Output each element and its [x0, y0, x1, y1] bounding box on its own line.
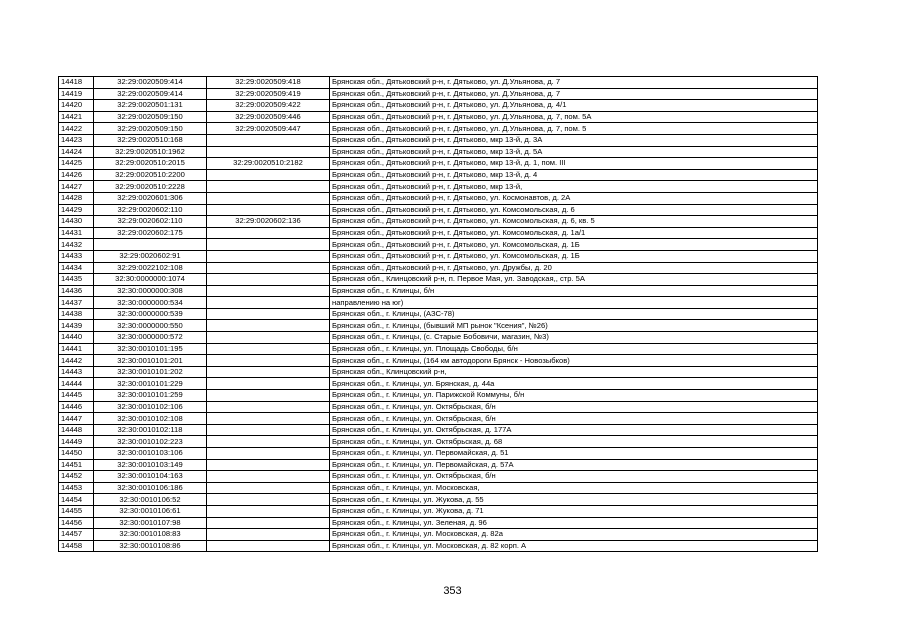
address-cell: Брянская обл., г. Клинцы, ул. Площадь Свободы, б/н: [330, 343, 818, 355]
related-cadastral-number-cell: [207, 308, 330, 320]
address-cell: Брянская обл., г. Клинцы, ул. Октябрьская, б/н: [330, 471, 818, 483]
address-cell: Брянская обл., г. Клинцы, ул. Брянская, д. 44а: [330, 378, 818, 390]
cadastral-number-cell: 32:29:0020510:2228: [94, 181, 207, 193]
row-number-cell: 14446: [59, 401, 94, 413]
cadastral-number-cell: 32:30:0000000:550: [94, 320, 207, 332]
related-cadastral-number-cell: [207, 343, 330, 355]
address-cell: Брянская обл., Дятьковский р-н, г. Дятьково, мкр 13-й, д. 5А: [330, 146, 818, 158]
table-row: [59, 529, 818, 541]
cadastral-number-cell: 32:29:0020510:168: [94, 134, 207, 146]
cadastral-number-cell: 32:29:0020510:2015: [94, 158, 207, 170]
address-cell: Брянская обл., Дятьковский р-н, г. Дятьково, мкр 13-й, д. 4: [330, 169, 818, 181]
related-cadastral-number-cell: [207, 529, 330, 541]
related-cadastral-number-cell: [207, 366, 330, 378]
address-cell: Брянская обл., г. Клинцы, ул. Октябрьская, б/н: [330, 413, 818, 425]
related-cadastral-number-cell: [207, 274, 330, 286]
row-number-cell: 14450: [59, 448, 94, 460]
cadastral-number-cell: 32:30:0000000:572: [94, 332, 207, 344]
related-cadastral-number-cell: [207, 239, 330, 251]
row-number-cell: 14452: [59, 471, 94, 483]
cadastral-number-cell: 32:30:0000000:539: [94, 308, 207, 320]
table-row: [59, 227, 818, 239]
table-row: [59, 378, 818, 390]
cadastral-number-cell: 32:30:0000000:1074: [94, 274, 207, 286]
address-cell: Брянская обл., Дятьковский р-н, г. Дятьково, ул. Космонавтов, д. 2А: [330, 192, 818, 204]
address-cell: Брянская обл., г. Клинцы, (АЗС-78): [330, 308, 818, 320]
cadastral-number-cell: 32:30:0010108:86: [94, 540, 207, 552]
address-cell: Брянская обл., г. Клинцы, (бывший МП рынок "Ксения", №26): [330, 320, 818, 332]
table-row: [59, 158, 818, 170]
address-cell: Брянская обл., г. Клинцы, ул. Жукова, д. 71: [330, 505, 818, 517]
address-cell: Брянская обл., г. Клинцы, ул. Жукова, д. 55: [330, 494, 818, 506]
row-number-cell: 14441: [59, 343, 94, 355]
address-cell: Брянская обл., Клинцовский р-н, п. Первое Мая, ул. Заводская,, стр. 5А: [330, 274, 818, 286]
cadastral-number-cell: 32:29:0020602:91: [94, 250, 207, 262]
address-cell: Брянская обл., Дятьковский р-н, г. Дятьково, ул. Д.Ульянова, д. 7: [330, 77, 818, 89]
table-row: [59, 216, 818, 228]
registry-table-body: [59, 77, 818, 552]
related-cadastral-number-cell: [207, 482, 330, 494]
cadastral-number-cell: 32:30:0010102:118: [94, 424, 207, 436]
row-number-cell: 14428: [59, 192, 94, 204]
row-number-cell: 14448: [59, 424, 94, 436]
related-cadastral-number-cell: 32:29:0020509:447: [207, 123, 330, 135]
cadastral-number-cell: 32:30:0010103:106: [94, 448, 207, 460]
cadastral-number-cell: 32:30:0010104:163: [94, 471, 207, 483]
related-cadastral-number-cell: 32:29:0020509:419: [207, 88, 330, 100]
row-number-cell: 14420: [59, 100, 94, 112]
cadastral-number-cell: 32:29:0020510:1962: [94, 146, 207, 158]
registry-table: [58, 76, 818, 552]
related-cadastral-number-cell: [207, 413, 330, 425]
table-row: [59, 77, 818, 89]
address-cell: Брянская обл., г. Клинцы, ул. Первомайская, д. 57А: [330, 459, 818, 471]
row-number-cell: 14419: [59, 88, 94, 100]
address-cell: Брянская обл., г. Клинцы, ул. Московская,: [330, 482, 818, 494]
row-number-cell: 14444: [59, 378, 94, 390]
address-cell: Брянская обл., г. Клинцы, (164 км автодороги Брянск - Новозыбков): [330, 355, 818, 367]
cadastral-number-cell: 32:30:0010106:61: [94, 505, 207, 517]
row-number-cell: 14445: [59, 390, 94, 402]
cadastral-number-cell: 32:29:0022102:108: [94, 262, 207, 274]
row-number-cell: 14453: [59, 482, 94, 494]
cadastral-number-cell: 32:30:0010108:83: [94, 529, 207, 541]
related-cadastral-number-cell: [207, 436, 330, 448]
related-cadastral-number-cell: [207, 505, 330, 517]
cadastral-number-cell: 32:30:0010101:201: [94, 355, 207, 367]
cadastral-number-cell: 32:30:0010102:108: [94, 413, 207, 425]
row-number-cell: 14422: [59, 123, 94, 135]
related-cadastral-number-cell: [207, 134, 330, 146]
cadastral-number-cell: 32:29:0020509:150: [94, 111, 207, 123]
table-row: [59, 390, 818, 402]
row-number-cell: 14430: [59, 216, 94, 228]
row-number-cell: 14433: [59, 250, 94, 262]
related-cadastral-number-cell: [207, 262, 330, 274]
address-cell: Брянская обл., Дятьковский р-н, г. Дятьково, ул. Комсомольская, д. 1а/1: [330, 227, 818, 239]
cadastral-number-cell: 32:29:0020509:414: [94, 77, 207, 89]
row-number-cell: 14424: [59, 146, 94, 158]
related-cadastral-number-cell: [207, 250, 330, 262]
table-row: [59, 494, 818, 506]
table-row: [59, 459, 818, 471]
related-cadastral-number-cell: [207, 448, 330, 460]
address-cell: Брянская обл., Клинцовский р-н,: [330, 366, 818, 378]
related-cadastral-number-cell: [207, 355, 330, 367]
related-cadastral-number-cell: [207, 378, 330, 390]
address-cell: Брянская обл., Дятьковский р-н, г. Дятьково, ул. Комсомольская, д. 6, кв. 5: [330, 216, 818, 228]
address-cell: Брянская обл., Дятьковский р-н, г. Дятьково, ул. Дружбы, д. 20: [330, 262, 818, 274]
related-cadastral-number-cell: 32:29:0020509:446: [207, 111, 330, 123]
cadastral-number-cell: 32:29:0020501:131: [94, 100, 207, 112]
related-cadastral-number-cell: [207, 320, 330, 332]
table-row: [59, 100, 818, 112]
cadastral-number-cell: 32:29:0020602:175: [94, 227, 207, 239]
related-cadastral-number-cell: [207, 204, 330, 216]
cadastral-number-cell: 32:30:0010106:52: [94, 494, 207, 506]
address-cell: Брянская обл., Дятьковский р-н, г. Дятьково, мкр 13-й,: [330, 181, 818, 193]
row-number-cell: 14431: [59, 227, 94, 239]
row-number-cell: 14439: [59, 320, 94, 332]
related-cadastral-number-cell: 32:29:0020602:136: [207, 216, 330, 228]
table-row: [59, 332, 818, 344]
row-number-cell: 14458: [59, 540, 94, 552]
related-cadastral-number-cell: [207, 169, 330, 181]
related-cadastral-number-cell: [207, 424, 330, 436]
related-cadastral-number-cell: [207, 471, 330, 483]
address-cell: Брянская обл., Дятьковский р-н, г. Дятьково, ул. Д.Ульянова, д. 7: [330, 88, 818, 100]
table-row: [59, 262, 818, 274]
address-cell: Брянская обл., г. Клинцы, (с. Старые Бобовичи, магазин, №3): [330, 332, 818, 344]
address-cell: Брянская обл., Дятьковский р-н, г. Дятьково, мкр 13-й, д. 1, пом. III: [330, 158, 818, 170]
row-number-cell: 14423: [59, 134, 94, 146]
related-cadastral-number-cell: [207, 459, 330, 471]
row-number-cell: 14429: [59, 204, 94, 216]
row-number-cell: 14418: [59, 77, 94, 89]
cadastral-number-cell: 32:29:0020602:110: [94, 204, 207, 216]
table-row: [59, 250, 818, 262]
table-row: [59, 239, 818, 251]
address-cell: Брянская обл., г. Клинцы, ул. Парижской Коммуны, б/н: [330, 390, 818, 402]
table-row: [59, 436, 818, 448]
related-cadastral-number-cell: [207, 297, 330, 309]
address-cell: Брянская обл., Дятьковский р-н, г. Дятьково, ул. Комсомольская, д. 6: [330, 204, 818, 216]
address-cell: направлению на юг): [330, 297, 818, 309]
row-number-cell: 14437: [59, 297, 94, 309]
table-row: [59, 204, 818, 216]
table-row: [59, 169, 818, 181]
table-row: [59, 366, 818, 378]
cadastral-number-cell: 32:29:0020602:110: [94, 216, 207, 228]
table-row: [59, 111, 818, 123]
related-cadastral-number-cell: [207, 517, 330, 529]
table-row: [59, 471, 818, 483]
cadastral-number-cell: 32:30:0010102:223: [94, 436, 207, 448]
cadastral-number-cell: 32:29:0020601:306: [94, 192, 207, 204]
row-number-cell: 14434: [59, 262, 94, 274]
related-cadastral-number-cell: [207, 227, 330, 239]
table-row: [59, 413, 818, 425]
cadastral-number-cell: 32:29:0020509:414: [94, 88, 207, 100]
address-cell: Брянская обл., Дятьковский р-н, г. Дятьково, мкр 13-й, д. 3А: [330, 134, 818, 146]
cadastral-number-cell: 32:30:0010106:186: [94, 482, 207, 494]
row-number-cell: 14426: [59, 169, 94, 181]
row-number-cell: 14440: [59, 332, 94, 344]
row-number-cell: 14432: [59, 239, 94, 251]
row-number-cell: 14427: [59, 181, 94, 193]
cadastral-number-cell: 32:30:0010101:195: [94, 343, 207, 355]
table-row: [59, 308, 818, 320]
table-row: [59, 343, 818, 355]
related-cadastral-number-cell: [207, 390, 330, 402]
row-number-cell: 14447: [59, 413, 94, 425]
address-cell: Брянская обл., г. Клинцы, б/н: [330, 285, 818, 297]
row-number-cell: 14455: [59, 505, 94, 517]
related-cadastral-number-cell: [207, 494, 330, 506]
address-cell: Брянская обл., г. Клинцы, ул. Первомайская, д. 51: [330, 448, 818, 460]
row-number-cell: 14449: [59, 436, 94, 448]
related-cadastral-number-cell: 32:29:0020510:2182: [207, 158, 330, 170]
cadastral-number-cell: 32:30:0000000:534: [94, 297, 207, 309]
table-row: [59, 146, 818, 158]
table-row: [59, 320, 818, 332]
table-row: [59, 401, 818, 413]
row-number-cell: 14454: [59, 494, 94, 506]
row-number-cell: 14436: [59, 285, 94, 297]
row-number-cell: 14457: [59, 529, 94, 541]
row-number-cell: 14456: [59, 517, 94, 529]
cadastral-number-cell: 32:30:0010101:202: [94, 366, 207, 378]
related-cadastral-number-cell: 32:29:0020509:422: [207, 100, 330, 112]
cadastral-number-cell: 32:30:0010107:98: [94, 517, 207, 529]
related-cadastral-number-cell: [207, 332, 330, 344]
related-cadastral-number-cell: [207, 401, 330, 413]
row-number-cell: 14443: [59, 366, 94, 378]
row-number-cell: 14425: [59, 158, 94, 170]
address-cell: Брянская обл., г. Клинцы, ул. Октябрьская, б/н: [330, 401, 818, 413]
cadastral-number-cell: 32:29:0020509:150: [94, 123, 207, 135]
row-number-cell: 14442: [59, 355, 94, 367]
page-number: 353: [443, 585, 462, 597]
address-cell: Брянская обл., г. Клинцы, ул. Зеленая, д. 96: [330, 517, 818, 529]
related-cadastral-number-cell: [207, 540, 330, 552]
address-cell: Брянская обл., Дятьковский р-н, г. Дятьково, ул. Комсомольская, д. 1Б: [330, 239, 818, 251]
table-row: [59, 540, 818, 552]
table-row: [59, 482, 818, 494]
table-row: [59, 505, 818, 517]
table-row: [59, 274, 818, 286]
table-row: [59, 285, 818, 297]
table-row: [59, 517, 818, 529]
table-row: [59, 297, 818, 309]
address-cell: Брянская обл., Дятьковский р-н, г. Дятьково, ул. Д.Ульянова, д. 7, пом. 5: [330, 123, 818, 135]
address-cell: Брянская обл., Дятьковский р-н, г. Дятьково, ул. Д.Ульянова, д. 7, пом. 5А: [330, 111, 818, 123]
table-row: [59, 88, 818, 100]
table-row: [59, 134, 818, 146]
row-number-cell: 14451: [59, 459, 94, 471]
row-number-cell: 14438: [59, 308, 94, 320]
cadastral-number-cell: [94, 239, 207, 251]
related-cadastral-number-cell: [207, 181, 330, 193]
cadastral-number-cell: 32:30:0010101:259: [94, 390, 207, 402]
cadastral-number-cell: 32:30:0010103:149: [94, 459, 207, 471]
cadastral-number-cell: 32:30:0010102:106: [94, 401, 207, 413]
address-cell: Брянская обл., Дятьковский р-н, г. Дятьково, ул. Комсомольская, д. 1Б: [330, 250, 818, 262]
address-cell: Брянская обл., г. Клинцы, ул. Московская, д. 82а: [330, 529, 818, 541]
related-cadastral-number-cell: [207, 192, 330, 204]
table-row: [59, 355, 818, 367]
cadastral-number-cell: 32:30:0010101:229: [94, 378, 207, 390]
related-cadastral-number-cell: [207, 146, 330, 158]
table-row: [59, 192, 818, 204]
address-cell: Брянская обл., Дятьковский р-н, г. Дятьково, ул. Д.Ульянова, д. 4/1: [330, 100, 818, 112]
table-row: [59, 123, 818, 135]
related-cadastral-number-cell: 32:29:0020509:418: [207, 77, 330, 89]
row-number-cell: 14435: [59, 274, 94, 286]
address-cell: Брянская обл., г. Клинцы, ул. Московская, д. 82 корп. А: [330, 540, 818, 552]
table-row: [59, 448, 818, 460]
related-cadastral-number-cell: [207, 285, 330, 297]
row-number-cell: 14421: [59, 111, 94, 123]
cadastral-number-cell: 32:29:0020510:2200: [94, 169, 207, 181]
address-cell: Брянская обл., г. Клинцы, ул. Октябрьская, д. 177А: [330, 424, 818, 436]
address-cell: Брянская обл., г. Клинцы, ул. Октябрьская, д. 68: [330, 436, 818, 448]
cadastral-number-cell: 32:30:0000000:308: [94, 285, 207, 297]
table-row: [59, 424, 818, 436]
table-row: [59, 181, 818, 193]
